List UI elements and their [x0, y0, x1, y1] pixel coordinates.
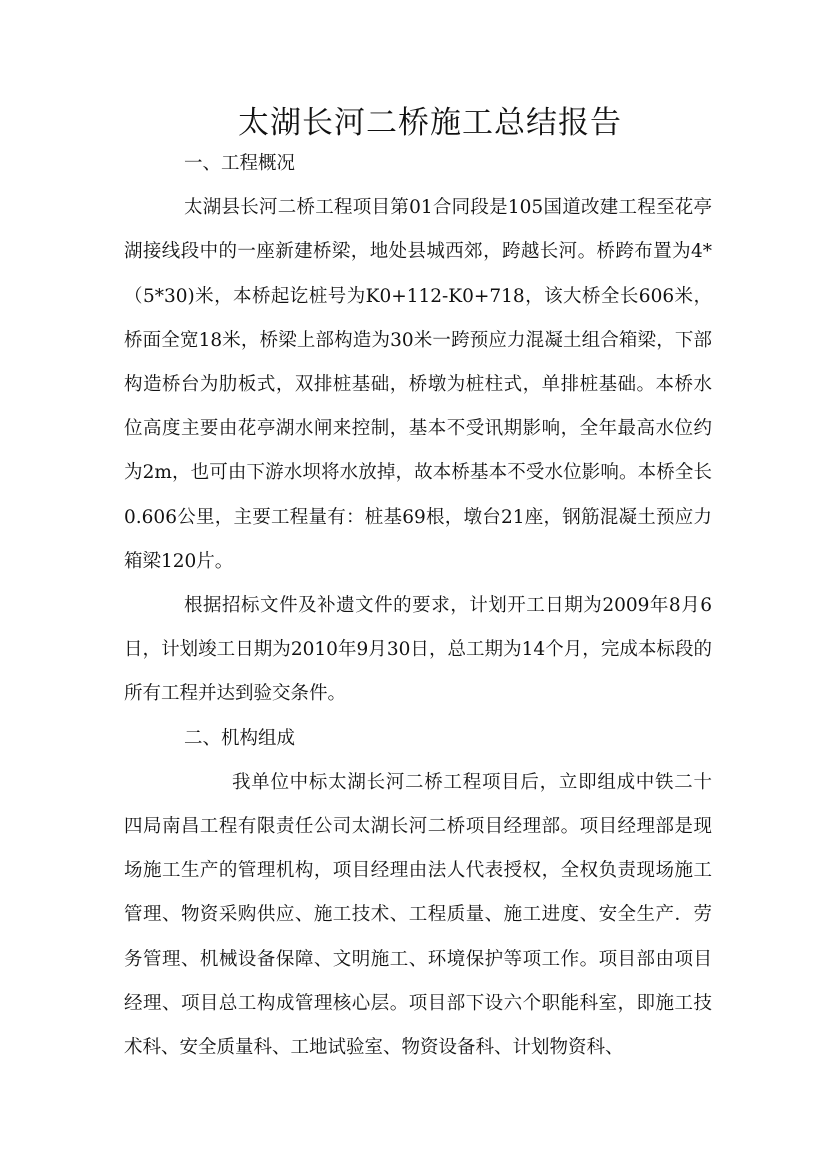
overview-paragraph-2: 根据招标文件及补遗文件的要求，计划开工日期为2009年8月6日，计划竣工日期为2010年9月30日，总工期为14个月，完成本标段的所有工程并达到验交条件。 [124, 595, 712, 705]
document-title: 太湖长河二桥施工总结报告 [238, 105, 622, 141]
organization-paragraph-1: 我单位中标太湖长河二桥工程项目后，立即组成中铁二十四局南昌工程有限责任公司太湖长河二桥项目经理部。项目经理部是现场施工生产的管理机构，项目经理由法人代表授权，全权负责现场施工管理、物资采购供应、施工技术、工程质量、施工进度、安全生产．劳务管理、机械设备保障、文明施工、环境保护等项工作。项目部由项目经理、项目总工构成管理核心层。项目部下设六个职能科室，即施工技术科、安全质量科、工地试验室、物资设备科、计划物资科、 [124, 771, 712, 1059]
section-heading-organization: 二、机构组成 [184, 727, 296, 749]
overview-paragraph-1: 太湖县长河二桥工程项目第01合同段是105国道改建工程至花亭湖接线段中的一座新建桥梁，地处县城西郊，跨越长河。桥跨布置为4*（5*30)米，本桥起讫桩号为K0+112-K0+718，该大桥全长606米，桥面全宽18米，桥梁上部构造为30米一跨预应力混凝土组合箱梁，下部构造桥台为肋板式，双排桩基础，桥墩为桩柱式，单排桩基础。本桥水位高度主要由花亭湖水闸来控制，基本不受讯期影响，全年最高水位约为2m，也可由下游水坝将水放掉，故本桥基本不受水位影响。本桥全长0.606公里，主要工程量有：桩基69根，墩台21座，钢筋混凝土预应力箱梁120片。 [124, 197, 712, 572]
section-heading-overview: 一、工程概况 [184, 153, 296, 174]
document-body [124, 142, 712, 1070]
